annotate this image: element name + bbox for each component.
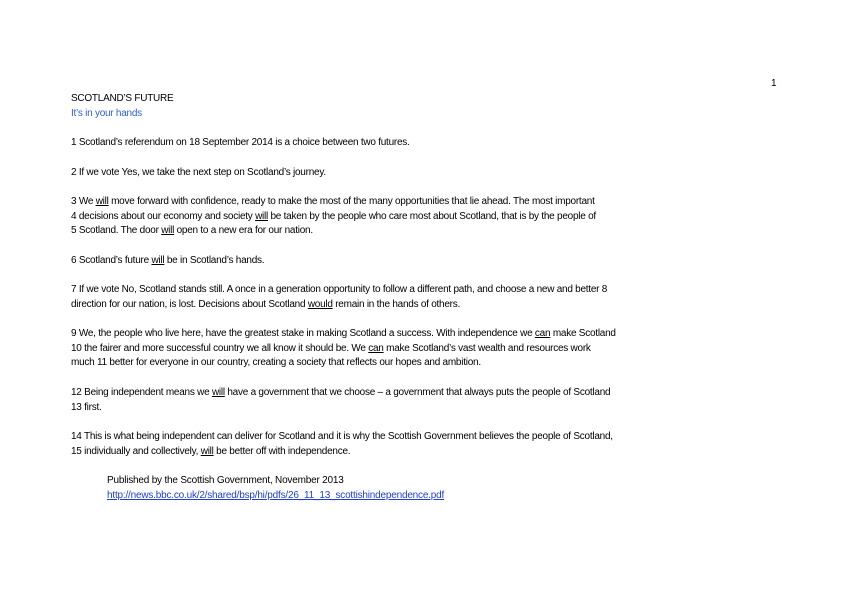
paragraph-line <box>71 298 607 313</box>
text-run: be better off with independence. <box>213 445 351 457</box>
text-run: 12 Being independent means we <box>71 387 212 398</box>
text-run: 10 the fairer and more successful country we all know it should be. We <box>71 342 369 354</box>
text-run: 15 individually and collectively, <box>71 445 201 457</box>
source-link[interactable]: http://news.bbc.co.uk/2/shared/bsp/hi/pdfs/26_11_13_scottishindependence.pdf <box>107 489 445 501</box>
text-run: make Scotland <box>550 328 616 339</box>
underlined-word: will <box>95 196 109 207</box>
paragraph-1: 1 Scotland’s referendum on 18 September 2014 is a choice between two futures. <box>71 137 410 148</box>
paragraph-line <box>71 224 596 239</box>
paragraph-8 <box>71 430 613 459</box>
paragraph-4 <box>71 254 264 269</box>
paragraph-line <box>71 445 613 460</box>
underlined-word: can <box>368 342 384 354</box>
publication-info <box>107 474 444 503</box>
paragraph-6 <box>71 327 616 371</box>
text-run: be taken by the people who care most about Scotland, that is by the people of <box>267 210 596 222</box>
text-run: move forward with confidence, ready to make the most of the many opportunities that lie ahead. The most important <box>108 196 595 207</box>
paragraph-2: 2 If we vote Yes, we take the next step on Scotland’s journey. <box>71 167 326 178</box>
paragraph-line: much 11 better for everyone in our country, creating a society that reflects our hopes and ambition. <box>71 357 481 369</box>
underlined-word: can <box>534 328 551 339</box>
page-number: 1 <box>771 78 777 89</box>
underlined-word: will <box>255 210 268 222</box>
paragraph-line <box>71 342 616 357</box>
text-run: 3 We <box>71 196 96 207</box>
text-run: make Scotland’s vast wealth and resources work <box>383 342 591 354</box>
underlined-word: would <box>307 298 333 310</box>
paragraph-line <box>71 210 596 225</box>
document-subtitle: It’s in your hands <box>71 108 142 119</box>
publication-credit: Published by the Scottish Government, November 2013 <box>107 475 344 486</box>
text-run: be in Scotland’s hands. <box>164 255 265 266</box>
underlined-word: will <box>200 445 214 457</box>
paragraph-line: 13 first. <box>71 401 102 413</box>
paragraph-7 <box>71 386 610 415</box>
paragraph-line: 7 If we vote No, Scotland stands still. A once in a generation opportunity to follow a different path, and choose a new and better 8 <box>71 284 608 295</box>
underlined-word: will <box>161 225 175 237</box>
paragraph-5 <box>71 283 607 312</box>
text-run: 6 Scotland’s future <box>71 255 152 266</box>
paragraph-line <box>71 386 610 401</box>
underlined-word: will <box>211 387 225 398</box>
text-run: have a government that we choose – a government that always puts the people of Scotland <box>224 387 611 398</box>
text-run: direction for our nation, is lost. Decisions about Scotland <box>71 298 308 310</box>
text-run: 5 Scotland. The door <box>71 225 162 237</box>
underlined-word: will <box>151 255 165 266</box>
document-title: SCOTLAND’S FUTURE <box>71 93 174 104</box>
text-run: open to a new era for our nation. <box>174 225 313 237</box>
text-run: remain in the hands of others. <box>332 298 461 310</box>
paragraph-3 <box>71 195 596 239</box>
paragraph-line <box>71 195 596 210</box>
paragraph-line: 14 This is what being independent can deliver for Scotland and it is why the Scottish Government believes the people of Scotland, <box>71 431 613 442</box>
text-run: 4 decisions about our economy and society <box>71 210 256 222</box>
paragraph-line <box>71 327 616 342</box>
text-run: 9 We, the people who live here, have the greatest stake in making Scotland a success. With independence we <box>71 328 535 339</box>
